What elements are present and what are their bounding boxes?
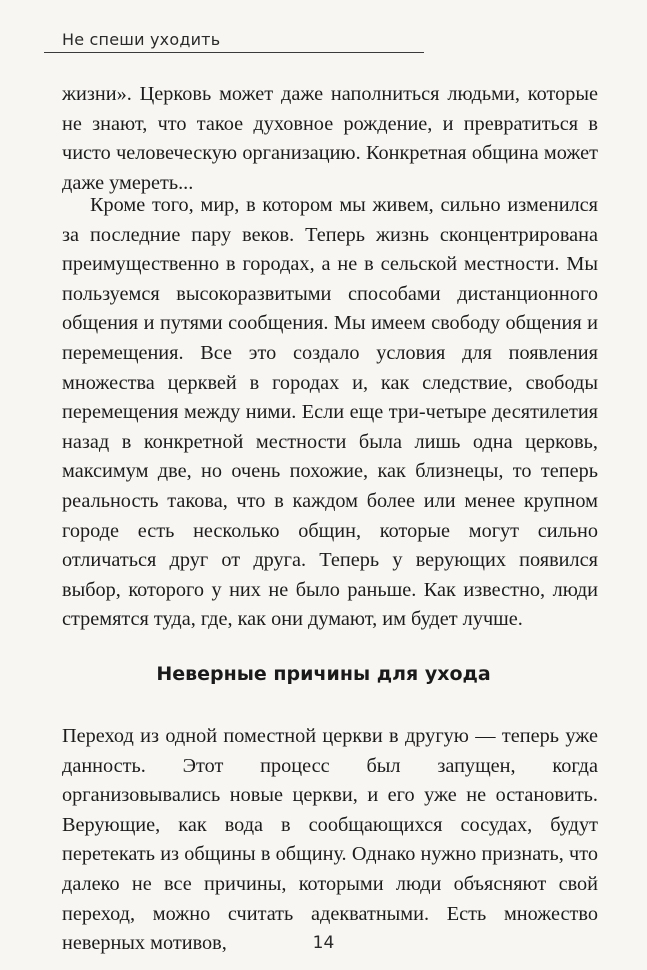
header-rule (44, 52, 424, 53)
section-heading: Неверные причины для ухода (156, 663, 491, 685)
paragraph-2: Кроме того, мир, в котором мы живем, сильно изменился за последние пару веков. Теперь жизнь сконцентрирована преимущественно в городах, а не в сельской местности. Мы пользуемся высокоразвитыми способами дистанционного общения и путями сообщения. Мы имеем свободу общения и перемещения. Все это создало условия для появления множества церквей в городах и, как следствие, свободы перемещения между ними. Если еще три-четыре десятилетия назад в конкретной местности была лишь одна церковь, максимум две, но очень похожие, как близнецы, то теперь реальность такова, что в каждом более или менее крупном городе есть несколько общин, которые могут сильно отличаться друг от друга. Теперь у верующих появился выбор, которого у них не было раньше. Как известно, люди стремятся туда, где, как они думают, им будет лучше. (62, 194, 598, 631)
page-number: 14 (312, 933, 335, 953)
paragraph-1: жизни». Церковь может даже наполниться людьми, которые не знают, что такое духовное рождение, и превратиться в чисто человеческую организацию. Конкретная община может даже умереть... (62, 83, 598, 194)
running-head: Не спеши уходить (62, 30, 221, 49)
paragraph-3: Переход из одной поместной церкви в другую — теперь уже данность. Этот процесс был запущен, когда организовывались новые церкви, и его уже не остановить. Верующие, как вода в сообщающихся сосудах, будут перетекать из общины в общину. Однако нужно признать, что далеко не все причины, которыми люди объясняют свой переход, можно считать адекватными. Есть множество неверных мотивов, (62, 725, 598, 955)
